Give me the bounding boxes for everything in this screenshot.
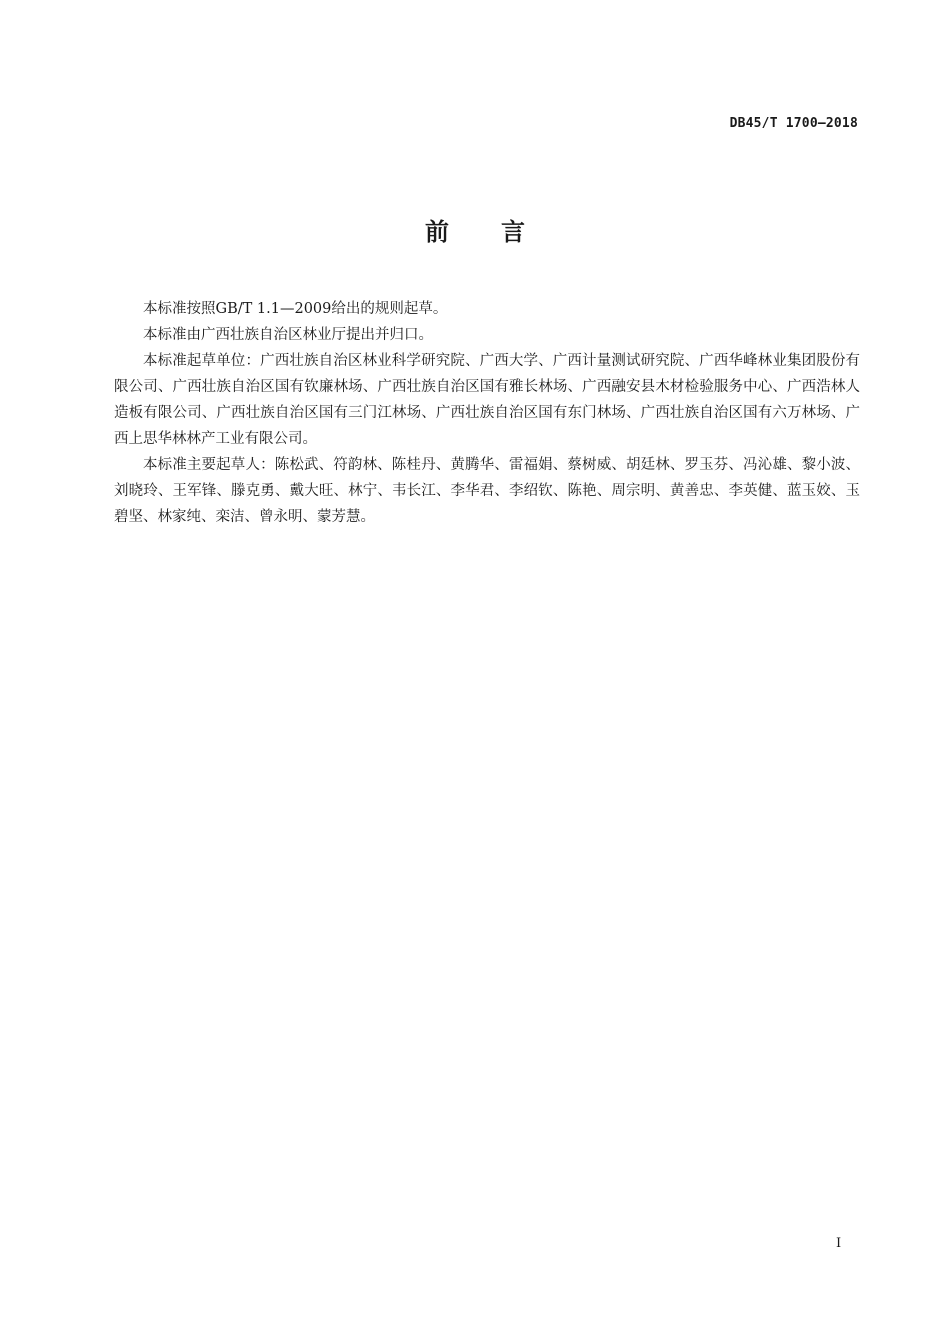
paragraph-proposer: 本标准由广西壮族自治区林业厅提出并归口。 [143, 327, 433, 343]
paragraph-drafters: 本标准主要起草人：陈松武、符韵林、陈桂丹、黄腾华、雷福娟、蔡树威、胡廷林、罗玉芬、冯沁雄、黎小波、刘晓玲、王军锋、滕克勇、戴大旺、林宁、韦长江、李华君、李绍钦、陈艳、周宗明、黄善忠、李英健、蓝玉姣、玉碧坚、林家纯、栾洁、曾永明、蒙芳慧。 [114, 457, 860, 525]
document-code: DB45/T 1700—2018 [729, 116, 858, 131]
foreword-body [114, 296, 860, 530]
page-number: I [836, 1236, 842, 1251]
paragraph-drafting-units: 本标准起草单位：广西壮族自治区林业科学研究院、广西大学、广西计量测试研究院、广西华峰林业集团股份有限公司、广西壮族自治区国有钦廉林场、广西壮族自治区国有雅长林场、广西融安县木材检验服务中心、广西浩林人造板有限公司、广西壮族自治区国有三门江林场、广西壮族自治区国有东门林场、广西壮族自治区国有六万林场、广西上思华林林产工业有限公司。 [114, 353, 860, 447]
paragraph-drafting-rules: 本标准按照GB/T 1.1—2009给出的规则起草。 [143, 301, 448, 317]
page-title: 前言 [425, 218, 577, 246]
